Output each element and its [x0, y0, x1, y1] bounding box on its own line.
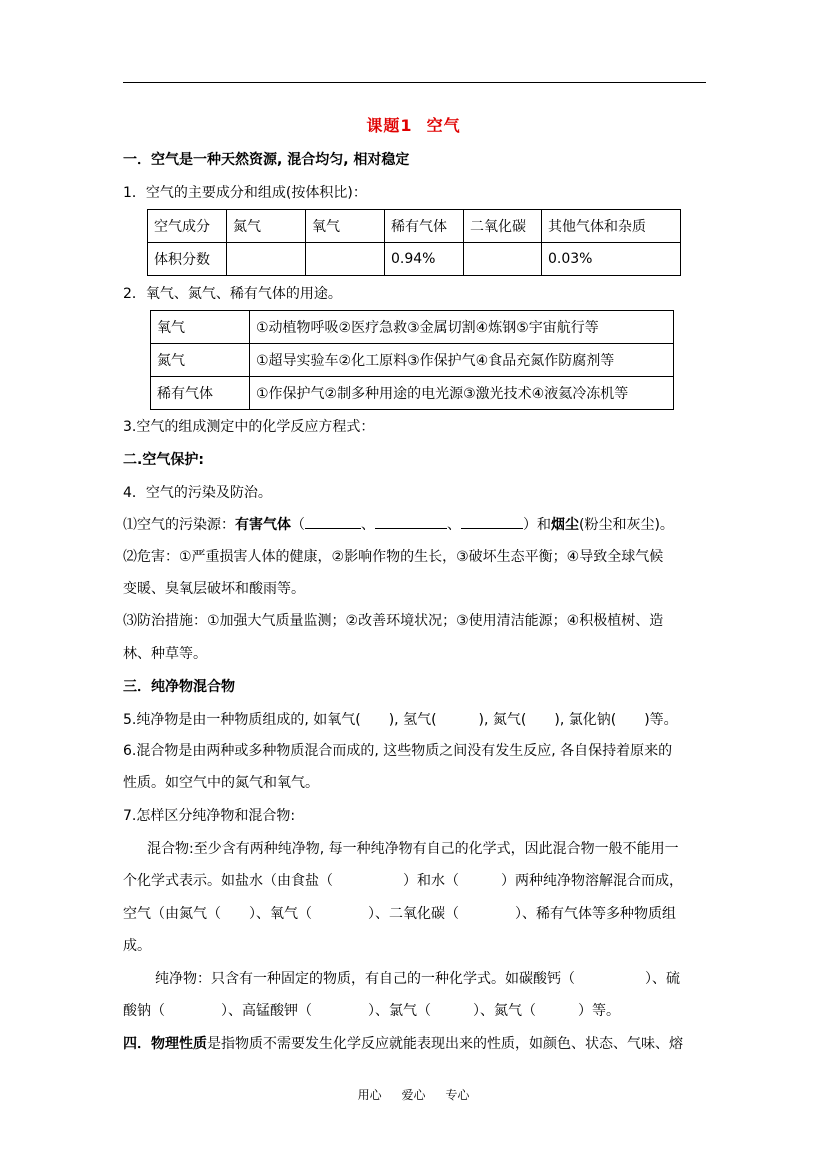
dust-label: 烟尘 — [551, 517, 579, 533]
uses-table — [150, 310, 674, 410]
table-cell: 体积分数 — [148, 243, 227, 276]
pure-line-1: 纯净物：只含有一种固定的物质，有自己的一种化学式。如碳酸钙（ ）、硫 — [155, 971, 680, 987]
section4-line — [123, 1035, 683, 1053]
separator: 、 — [447, 517, 461, 533]
gas-blank-2[interactable] — [375, 516, 447, 529]
close-and: ）和 — [523, 517, 551, 533]
item6-line-1: 6.混合物是由两种或多种物质混合而成的, 这些物质之间没有发生反应, 各自保持着原来的 — [123, 743, 673, 759]
item2-text: 2．氧气、氮气、稀有气体的用途。 — [123, 286, 342, 302]
title-part1: 课题1 — [366, 116, 413, 135]
section4-prefix: 四． — [123, 1036, 151, 1052]
table-cell: 其他气体和杂质 — [542, 210, 681, 243]
physical-property-label: 物理性质 — [151, 1036, 207, 1052]
harm-line-2: 变暖、臭氧层破坏和酸雨等。 — [123, 581, 305, 597]
gas-blank-3[interactable] — [461, 516, 523, 529]
title-part2: 空气 — [426, 116, 461, 135]
open-paren: （ — [291, 517, 305, 533]
table-cell: 二氧化碳 — [464, 210, 542, 243]
section2-heading: 二.空气保护: — [123, 452, 204, 468]
pollution-line — [123, 516, 674, 534]
footer-text: 专心 — [445, 1088, 470, 1102]
item5-text: 5.纯净物是由一种物质组成的, 如氧气( ), 氢气( ), 氮气( ), 氯化钠( )等。 — [123, 712, 678, 728]
table-cell — [306, 243, 385, 276]
pollution-prefix: ⑴空气的污染源： — [123, 517, 235, 533]
table-cell — [464, 243, 542, 276]
table-cell: ①超导实验车②化工原料③作保护气④食品充氮作防腐剂等 — [250, 344, 674, 377]
item4-text: 4．空气的污染及防治。 — [123, 485, 272, 501]
table-row — [151, 344, 674, 377]
table-row — [148, 243, 681, 276]
mixture-line-1: 混合物:至少含有两种纯净物, 每一种纯净物有自己的化学式，因此混合物一般不能用一 — [147, 841, 679, 857]
table-row — [151, 311, 674, 344]
table-cell: 氮气 — [151, 344, 250, 377]
measures-line-2: 林、种草等。 — [123, 646, 207, 662]
header-rule — [123, 82, 706, 83]
gas-blank-1[interactable] — [305, 516, 361, 529]
table-cell: 0.03% — [542, 243, 681, 276]
table-row — [148, 210, 681, 243]
page-title — [0, 113, 827, 136]
item3-text: 3.空气的组成测定中的化学反应方程式： — [123, 419, 375, 435]
composition-table — [147, 209, 681, 276]
pure-line-2: 酸钠（ ）、高锰酸钾（ ）、氯气（ ）、氮气（ ）等。 — [123, 1003, 620, 1019]
table-cell: ①作保护气②制多种用途的电光源③激光技术④液氦冷冻机等 — [250, 377, 674, 410]
mixture-line-2: 个化学式表示。如盐水（由食盐（ ）和水（ ）两种纯净物溶解混合而成， — [123, 873, 683, 889]
table-cell — [227, 243, 306, 276]
mixture-line-3: 空气（由氮气（ ）、氧气（ ）、二氧化碳（ ）、稀有气体等多种物质组 — [123, 906, 676, 922]
table-cell: 氧气 — [151, 311, 250, 344]
harmful-gas-label: 有害气体 — [235, 517, 291, 533]
table-cell: 稀有气体 — [151, 377, 250, 410]
table-row — [151, 377, 674, 410]
item7-text: 7.怎样区分纯净物和混合物: — [123, 808, 296, 824]
page-footer — [0, 1086, 827, 1103]
pollution-suffix: (粉尘和灰尘)。 — [579, 517, 674, 533]
item6-line-2: 性质。如空气中的氮气和氧气。 — [123, 775, 319, 791]
section3-heading: 三．纯净物混合物 — [123, 679, 235, 695]
harm-line-1: ⑵危害：①严重损害人体的健康，②影响作物的生长，③破坏生态平衡；④导致全球气候 — [123, 549, 664, 565]
measures-line-1: ⑶防治措施：①加强大气质量监测；②改善环境状况；③使用清洁能源；④积极植树、造 — [123, 613, 664, 629]
table-cell: 0.94% — [385, 243, 464, 276]
footer-text: 爱心 — [401, 1088, 426, 1102]
footer-text: 用心 — [357, 1088, 382, 1102]
separator: 、 — [361, 517, 375, 533]
item1-text: 1．空气的主要成分和组成(按体积比)： — [123, 185, 367, 201]
table-cell: 氮气 — [227, 210, 306, 243]
mixture-line-4: 成。 — [123, 938, 151, 954]
table-cell: 氧气 — [306, 210, 385, 243]
table-cell: 稀有气体 — [385, 210, 464, 243]
section1-heading: 一．空气是一种天然资源, 混合均匀, 相对稳定 — [123, 152, 410, 168]
table-cell: 空气成分 — [148, 210, 227, 243]
table-cell: ①动植物呼吸②医疗急救③金属切割④炼钢⑤宇宙航行等 — [250, 311, 674, 344]
section4-text: 是指物质不需要发生化学反应就能表现出来的性质，如颜色、状态、气味、熔 — [207, 1036, 683, 1052]
